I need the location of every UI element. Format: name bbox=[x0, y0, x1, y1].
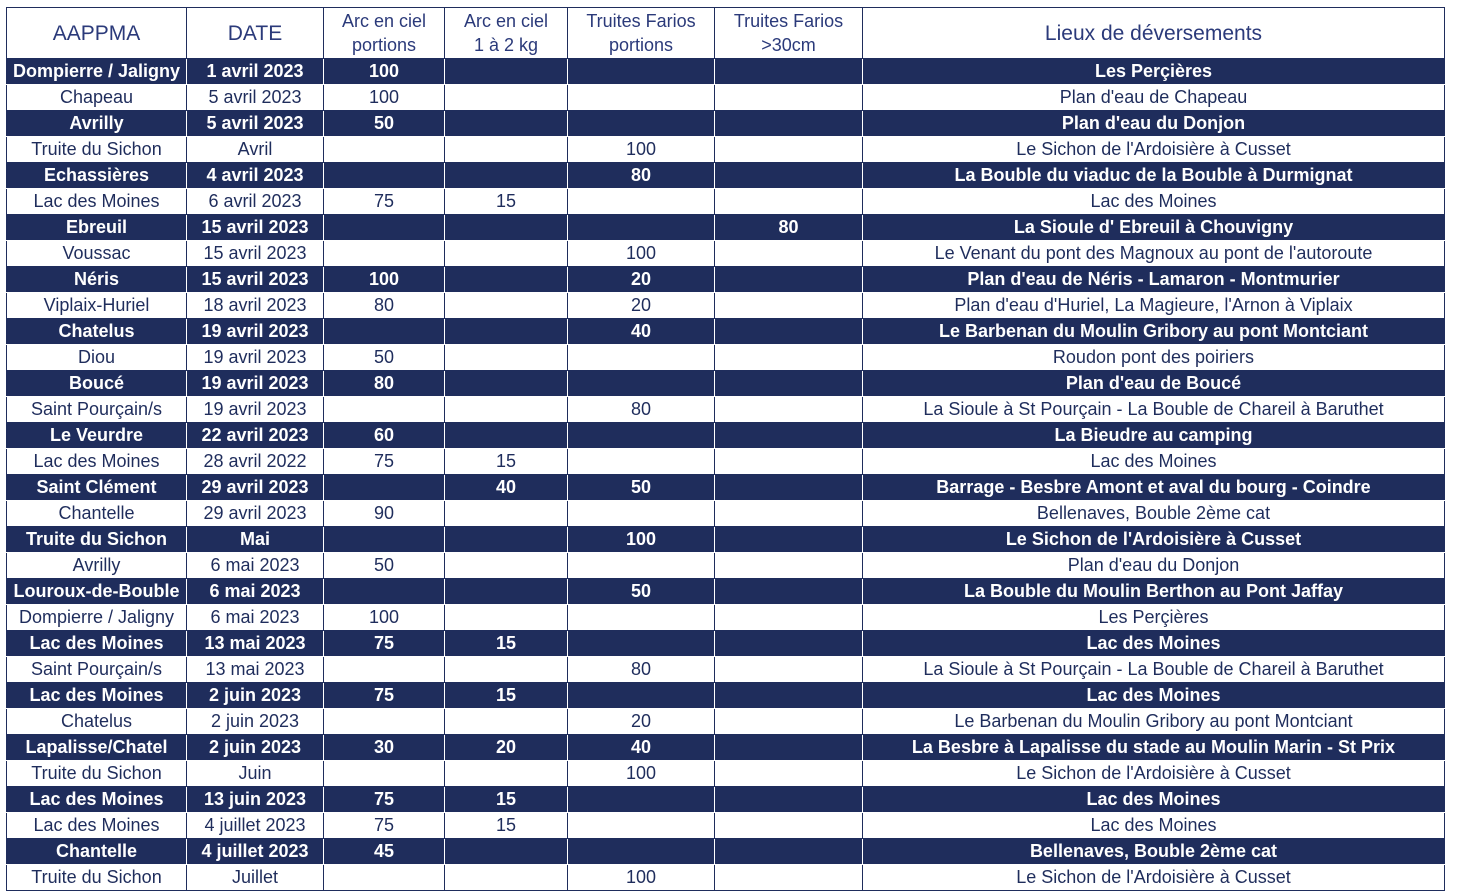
cell-arc-portions: 100 bbox=[324, 59, 445, 85]
cell-fario-30 bbox=[715, 189, 863, 215]
cell-date: 15 avril 2023 bbox=[187, 241, 324, 267]
cell-arc-kg bbox=[445, 215, 568, 241]
cell-date: Mai bbox=[187, 527, 324, 553]
cell-fario-portions bbox=[568, 371, 715, 397]
cell-fario-30 bbox=[715, 475, 863, 501]
cell-fario-30 bbox=[715, 501, 863, 527]
cell-aappma: Lac des Moines bbox=[7, 683, 187, 709]
cell-arc-portions: 75 bbox=[324, 631, 445, 657]
cell-arc-portions bbox=[324, 579, 445, 605]
cell-lieux: Plan d'eau du Donjon bbox=[863, 111, 1445, 137]
cell-fario-30 bbox=[715, 839, 863, 865]
cell-date: 2 juin 2023 bbox=[187, 709, 324, 735]
cell-lieux: Le Sichon de l'Ardoisière à Cusset bbox=[863, 865, 1445, 891]
cell-arc-portions bbox=[324, 319, 445, 345]
cell-arc-kg bbox=[445, 137, 568, 163]
cell-aappma: Truite du Sichon bbox=[7, 761, 187, 787]
cell-arc-portions: 45 bbox=[324, 839, 445, 865]
cell-fario-portions: 40 bbox=[568, 319, 715, 345]
cell-arc-kg: 15 bbox=[445, 813, 568, 839]
cell-date: 19 avril 2023 bbox=[187, 319, 324, 345]
cell-lieux: Lac des Moines bbox=[863, 683, 1445, 709]
cell-date: 2 juin 2023 bbox=[187, 683, 324, 709]
cell-lieux: Plan d'eau de Néris - Lamaron - Montmurier bbox=[863, 267, 1445, 293]
cell-aappma: Boucé bbox=[7, 371, 187, 397]
cell-fario-portions bbox=[568, 813, 715, 839]
header-fario-30 bbox=[715, 8, 863, 59]
cell-fario-30 bbox=[715, 345, 863, 371]
cell-date: 13 mai 2023 bbox=[187, 631, 324, 657]
table-row bbox=[7, 475, 1445, 501]
cell-fario-portions: 20 bbox=[568, 267, 715, 293]
cell-arc-kg bbox=[445, 605, 568, 631]
cell-fario-30 bbox=[715, 397, 863, 423]
cell-date: 19 avril 2023 bbox=[187, 397, 324, 423]
cell-aappma: Lac des Moines bbox=[7, 449, 187, 475]
cell-aappma: Chantelle bbox=[7, 839, 187, 865]
cell-fario-portions: 20 bbox=[568, 709, 715, 735]
cell-arc-portions: 90 bbox=[324, 501, 445, 527]
cell-fario-30 bbox=[715, 371, 863, 397]
cell-fario-portions: 20 bbox=[568, 293, 715, 319]
cell-fario-portions bbox=[568, 631, 715, 657]
cell-fario-30 bbox=[715, 241, 863, 267]
cell-date: 6 mai 2023 bbox=[187, 605, 324, 631]
cell-arc-kg bbox=[445, 371, 568, 397]
cell-date: 15 avril 2023 bbox=[187, 215, 324, 241]
cell-date: 13 mai 2023 bbox=[187, 657, 324, 683]
table-body bbox=[7, 59, 1445, 891]
cell-date: 4 avril 2023 bbox=[187, 163, 324, 189]
table-row bbox=[7, 241, 1445, 267]
cell-lieux: Plan d'eau de Boucé bbox=[863, 371, 1445, 397]
cell-lieux: Les Perçières bbox=[863, 59, 1445, 85]
cell-fario-portions: 100 bbox=[568, 241, 715, 267]
cell-lieux: Lac des Moines bbox=[863, 189, 1445, 215]
table-row bbox=[7, 423, 1445, 449]
cell-fario-portions: 100 bbox=[568, 761, 715, 787]
cell-aappma: Chatelus bbox=[7, 709, 187, 735]
cell-fario-portions bbox=[568, 85, 715, 111]
header-fario-portions bbox=[568, 8, 715, 59]
cell-lieux: La Sioule d' Ebreuil à Chouvigny bbox=[863, 215, 1445, 241]
cell-arc-kg bbox=[445, 527, 568, 553]
table-row bbox=[7, 267, 1445, 293]
cell-arc-portions: 75 bbox=[324, 813, 445, 839]
cell-aappma: Chantelle bbox=[7, 501, 187, 527]
cell-lieux: La Bouble du Moulin Berthon au Pont Jaffay bbox=[863, 579, 1445, 605]
cell-fario-portions: 80 bbox=[568, 163, 715, 189]
cell-arc-kg bbox=[445, 657, 568, 683]
cell-fario-30 bbox=[715, 59, 863, 85]
cell-arc-kg: 15 bbox=[445, 787, 568, 813]
cell-aappma: Lac des Moines bbox=[7, 813, 187, 839]
cell-fario-30 bbox=[715, 137, 863, 163]
table-row bbox=[7, 813, 1445, 839]
cell-lieux: Lac des Moines bbox=[863, 631, 1445, 657]
cell-arc-kg: 15 bbox=[445, 449, 568, 475]
cell-fario-portions bbox=[568, 605, 715, 631]
cell-arc-portions: 75 bbox=[324, 189, 445, 215]
cell-arc-portions bbox=[324, 709, 445, 735]
cell-date: 6 avril 2023 bbox=[187, 189, 324, 215]
table-row bbox=[7, 137, 1445, 163]
cell-fario-portions bbox=[568, 189, 715, 215]
cell-arc-portions: 80 bbox=[324, 293, 445, 319]
cell-fario-30 bbox=[715, 631, 863, 657]
table-row bbox=[7, 449, 1445, 475]
cell-fario-portions bbox=[568, 111, 715, 137]
cell-fario-30 bbox=[715, 111, 863, 137]
cell-fario-portions bbox=[568, 423, 715, 449]
cell-arc-kg bbox=[445, 59, 568, 85]
cell-aappma: Voussac bbox=[7, 241, 187, 267]
cell-aappma: Chapeau bbox=[7, 85, 187, 111]
cell-arc-kg bbox=[445, 709, 568, 735]
cell-fario-portions bbox=[568, 345, 715, 371]
cell-fario-portions: 50 bbox=[568, 475, 715, 501]
cell-fario-30 bbox=[715, 605, 863, 631]
cell-fario-30 bbox=[715, 267, 863, 293]
cell-fario-portions: 100 bbox=[568, 865, 715, 891]
table-row bbox=[7, 683, 1445, 709]
cell-date: 15 avril 2023 bbox=[187, 267, 324, 293]
cell-lieux: La Besbre à Lapalisse du stade au Moulin Marin - St Prix bbox=[863, 735, 1445, 761]
cell-arc-kg bbox=[445, 241, 568, 267]
cell-arc-kg bbox=[445, 579, 568, 605]
cell-arc-portions: 75 bbox=[324, 683, 445, 709]
cell-fario-portions: 100 bbox=[568, 137, 715, 163]
cell-fario-30 bbox=[715, 787, 863, 813]
cell-arc-portions: 100 bbox=[324, 267, 445, 293]
header-arc-portions-line2: portions bbox=[351, 35, 417, 55]
cell-fario-30 bbox=[715, 579, 863, 605]
cell-aappma: Le Veurdre bbox=[7, 423, 187, 449]
table-header bbox=[7, 8, 1445, 59]
cell-arc-portions bbox=[324, 163, 445, 189]
cell-fario-30 bbox=[715, 813, 863, 839]
cell-aappma: Avrilly bbox=[7, 553, 187, 579]
cell-arc-kg bbox=[445, 267, 568, 293]
cell-aappma: Echassières bbox=[7, 163, 187, 189]
table-row bbox=[7, 709, 1445, 735]
cell-lieux: La Sioule à St Pourçain - La Bouble de Chareil à Baruthet bbox=[863, 657, 1445, 683]
cell-arc-kg bbox=[445, 111, 568, 137]
table-row bbox=[7, 111, 1445, 137]
cell-date: 13 juin 2023 bbox=[187, 787, 324, 813]
header-fario-30-line1: Truites Farios bbox=[733, 11, 844, 31]
cell-lieux: Le Sichon de l'Ardoisière à Cusset bbox=[863, 527, 1445, 553]
cell-date: 1 avril 2023 bbox=[187, 59, 324, 85]
cell-arc-portions bbox=[324, 397, 445, 423]
cell-date: Juillet bbox=[187, 865, 324, 891]
table-row bbox=[7, 605, 1445, 631]
cell-fario-portions bbox=[568, 449, 715, 475]
table-row bbox=[7, 579, 1445, 605]
cell-fario-portions: 80 bbox=[568, 397, 715, 423]
cell-arc-portions: 50 bbox=[324, 111, 445, 137]
cell-date: 5 avril 2023 bbox=[187, 85, 324, 111]
cell-fario-30 bbox=[715, 865, 863, 891]
cell-fario-30 bbox=[715, 163, 863, 189]
header-arc-portions-line1: Arc en ciel bbox=[341, 11, 427, 31]
cell-fario-30 bbox=[715, 527, 863, 553]
restocking-table bbox=[6, 7, 1445, 891]
cell-lieux: Bellenaves, Bouble 2ème cat bbox=[863, 501, 1445, 527]
restocking-table-container bbox=[6, 7, 1445, 891]
header-arc-kg-line1: Arc en ciel bbox=[463, 11, 549, 31]
table-row bbox=[7, 163, 1445, 189]
cell-fario-30 bbox=[715, 85, 863, 111]
cell-fario-portions: 80 bbox=[568, 657, 715, 683]
cell-arc-kg: 15 bbox=[445, 631, 568, 657]
cell-arc-kg bbox=[445, 761, 568, 787]
cell-arc-portions: 30 bbox=[324, 735, 445, 761]
cell-arc-kg bbox=[445, 345, 568, 371]
table-row bbox=[7, 319, 1445, 345]
cell-fario-portions: 100 bbox=[568, 527, 715, 553]
cell-arc-portions bbox=[324, 527, 445, 553]
cell-fario-30 bbox=[715, 709, 863, 735]
cell-arc-kg: 40 bbox=[445, 475, 568, 501]
cell-arc-portions: 100 bbox=[324, 605, 445, 631]
cell-fario-30 bbox=[715, 449, 863, 475]
table-row bbox=[7, 293, 1445, 319]
cell-aappma: Avrilly bbox=[7, 111, 187, 137]
table-row bbox=[7, 657, 1445, 683]
cell-date: 18 avril 2023 bbox=[187, 293, 324, 319]
cell-fario-portions bbox=[568, 683, 715, 709]
cell-fario-portions bbox=[568, 787, 715, 813]
table-row bbox=[7, 397, 1445, 423]
cell-aappma: Viplaix-Huriel bbox=[7, 293, 187, 319]
cell-fario-30 bbox=[715, 423, 863, 449]
cell-arc-kg: 15 bbox=[445, 683, 568, 709]
cell-arc-kg bbox=[445, 553, 568, 579]
cell-lieux: Le Sichon de l'Ardoisière à Cusset bbox=[863, 761, 1445, 787]
header-fario-portions-line2: portions bbox=[608, 35, 674, 55]
cell-date: 19 avril 2023 bbox=[187, 371, 324, 397]
cell-fario-portions bbox=[568, 215, 715, 241]
cell-arc-portions: 80 bbox=[324, 371, 445, 397]
cell-aappma: Lac des Moines bbox=[7, 189, 187, 215]
header-row bbox=[7, 8, 1445, 59]
cell-arc-kg bbox=[445, 397, 568, 423]
cell-fario-30 bbox=[715, 553, 863, 579]
cell-arc-portions: 60 bbox=[324, 423, 445, 449]
table-row bbox=[7, 865, 1445, 891]
header-fario-30-line2: >30cm bbox=[761, 35, 816, 55]
cell-arc-portions bbox=[324, 761, 445, 787]
table-row bbox=[7, 553, 1445, 579]
cell-arc-kg bbox=[445, 163, 568, 189]
cell-fario-portions bbox=[568, 59, 715, 85]
cell-date: 29 avril 2023 bbox=[187, 475, 324, 501]
cell-lieux: La Bouble du viaduc de la Bouble à Durmignat bbox=[863, 163, 1445, 189]
cell-fario-30 bbox=[715, 319, 863, 345]
cell-aappma: Néris bbox=[7, 267, 187, 293]
table-row bbox=[7, 527, 1445, 553]
cell-aappma: Ebreuil bbox=[7, 215, 187, 241]
cell-arc-kg bbox=[445, 293, 568, 319]
table-row bbox=[7, 371, 1445, 397]
cell-date: 5 avril 2023 bbox=[187, 111, 324, 137]
cell-aappma: Dompierre / Jaligny bbox=[7, 59, 187, 85]
header-aappma: AAPPMA bbox=[7, 8, 187, 59]
table-row bbox=[7, 59, 1445, 85]
cell-aappma: Diou bbox=[7, 345, 187, 371]
cell-fario-portions bbox=[568, 839, 715, 865]
cell-lieux: Le Sichon de l'Ardoisière à Cusset bbox=[863, 137, 1445, 163]
header-arc-kg bbox=[445, 8, 568, 59]
cell-arc-kg bbox=[445, 319, 568, 345]
cell-date: 4 juillet 2023 bbox=[187, 813, 324, 839]
table-row bbox=[7, 189, 1445, 215]
cell-arc-portions: 100 bbox=[324, 85, 445, 111]
cell-lieux: La Bieudre au camping bbox=[863, 423, 1445, 449]
cell-arc-portions: 75 bbox=[324, 449, 445, 475]
cell-arc-kg bbox=[445, 839, 568, 865]
header-date: DATE bbox=[187, 8, 324, 59]
cell-arc-kg: 20 bbox=[445, 735, 568, 761]
cell-aappma: Truite du Sichon bbox=[7, 527, 187, 553]
table-row bbox=[7, 735, 1445, 761]
cell-lieux: Lac des Moines bbox=[863, 787, 1445, 813]
cell-arc-portions bbox=[324, 241, 445, 267]
cell-date: 28 avril 2022 bbox=[187, 449, 324, 475]
cell-fario-30 bbox=[715, 657, 863, 683]
header-arc-portions bbox=[324, 8, 445, 59]
cell-lieux: Plan d'eau du Donjon bbox=[863, 553, 1445, 579]
cell-date: Juin bbox=[187, 761, 324, 787]
cell-arc-portions: 50 bbox=[324, 553, 445, 579]
cell-arc-kg bbox=[445, 501, 568, 527]
cell-fario-portions: 50 bbox=[568, 579, 715, 605]
cell-date: 19 avril 2023 bbox=[187, 345, 324, 371]
table-row bbox=[7, 501, 1445, 527]
cell-fario-portions: 40 bbox=[568, 735, 715, 761]
cell-arc-portions bbox=[324, 215, 445, 241]
cell-lieux: Plan d'eau d'Huriel, La Magieure, l'Arnon à Viplaix bbox=[863, 293, 1445, 319]
cell-aappma: Lac des Moines bbox=[7, 631, 187, 657]
cell-lieux: Barrage - Besbre Amont et aval du bourg - Coindre bbox=[863, 475, 1445, 501]
table-row bbox=[7, 85, 1445, 111]
header-arc-kg-line2: 1 à 2 kg bbox=[473, 35, 539, 55]
cell-aappma: Saint Clément bbox=[7, 475, 187, 501]
cell-lieux: Lac des Moines bbox=[863, 449, 1445, 475]
cell-fario-portions bbox=[568, 553, 715, 579]
cell-date: 22 avril 2023 bbox=[187, 423, 324, 449]
table-row bbox=[7, 631, 1445, 657]
cell-aappma: Lac des Moines bbox=[7, 787, 187, 813]
cell-date: 2 juin 2023 bbox=[187, 735, 324, 761]
cell-fario-30: 80 bbox=[715, 215, 863, 241]
cell-date: 6 mai 2023 bbox=[187, 579, 324, 605]
cell-arc-portions bbox=[324, 475, 445, 501]
cell-arc-kg: 15 bbox=[445, 189, 568, 215]
cell-lieux: Bellenaves, Bouble 2ème cat bbox=[863, 839, 1445, 865]
cell-lieux: Le Venant du pont des Magnoux au pont de l'autoroute bbox=[863, 241, 1445, 267]
cell-aappma: Truite du Sichon bbox=[7, 137, 187, 163]
cell-fario-30 bbox=[715, 735, 863, 761]
table-row bbox=[7, 345, 1445, 371]
table-row bbox=[7, 839, 1445, 865]
cell-aappma: Saint Pourçain/s bbox=[7, 397, 187, 423]
cell-arc-kg bbox=[445, 865, 568, 891]
cell-arc-portions bbox=[324, 657, 445, 683]
cell-aappma: Truite du Sichon bbox=[7, 865, 187, 891]
cell-date: 29 avril 2023 bbox=[187, 501, 324, 527]
header-fario-portions-line1: Truites Farios bbox=[586, 11, 696, 31]
cell-arc-kg bbox=[445, 423, 568, 449]
cell-lieux: Roudon pont des poiriers bbox=[863, 345, 1445, 371]
table-row bbox=[7, 787, 1445, 813]
header-lieux: Lieux de déversements bbox=[863, 8, 1445, 59]
cell-aappma: Chatelus bbox=[7, 319, 187, 345]
cell-lieux: La Sioule à St Pourçain - La Bouble de Chareil à Baruthet bbox=[863, 397, 1445, 423]
cell-arc-portions: 75 bbox=[324, 787, 445, 813]
cell-fario-30 bbox=[715, 683, 863, 709]
cell-arc-kg bbox=[445, 85, 568, 111]
cell-lieux: Le Barbenan du Moulin Gribory au pont Montciant bbox=[863, 319, 1445, 345]
cell-aappma: Louroux-de-Bouble bbox=[7, 579, 187, 605]
cell-lieux: Plan d'eau de Chapeau bbox=[863, 85, 1445, 111]
table-row bbox=[7, 215, 1445, 241]
cell-date: 6 mai 2023 bbox=[187, 553, 324, 579]
cell-arc-portions bbox=[324, 137, 445, 163]
cell-fario-30 bbox=[715, 293, 863, 319]
cell-lieux: Les Perçières bbox=[863, 605, 1445, 631]
cell-arc-portions bbox=[324, 865, 445, 891]
cell-arc-portions: 50 bbox=[324, 345, 445, 371]
table-row bbox=[7, 761, 1445, 787]
cell-fario-30 bbox=[715, 761, 863, 787]
cell-date: Avril bbox=[187, 137, 324, 163]
cell-aappma: Lapalisse/Chatel bbox=[7, 735, 187, 761]
cell-lieux: Lac des Moines bbox=[863, 813, 1445, 839]
cell-aappma: Dompierre / Jaligny bbox=[7, 605, 187, 631]
cell-lieux: Le Barbenan du Moulin Gribory au pont Montciant bbox=[863, 709, 1445, 735]
cell-fario-portions bbox=[568, 501, 715, 527]
cell-aappma: Saint Pourçain/s bbox=[7, 657, 187, 683]
cell-date: 4 juillet 2023 bbox=[187, 839, 324, 865]
